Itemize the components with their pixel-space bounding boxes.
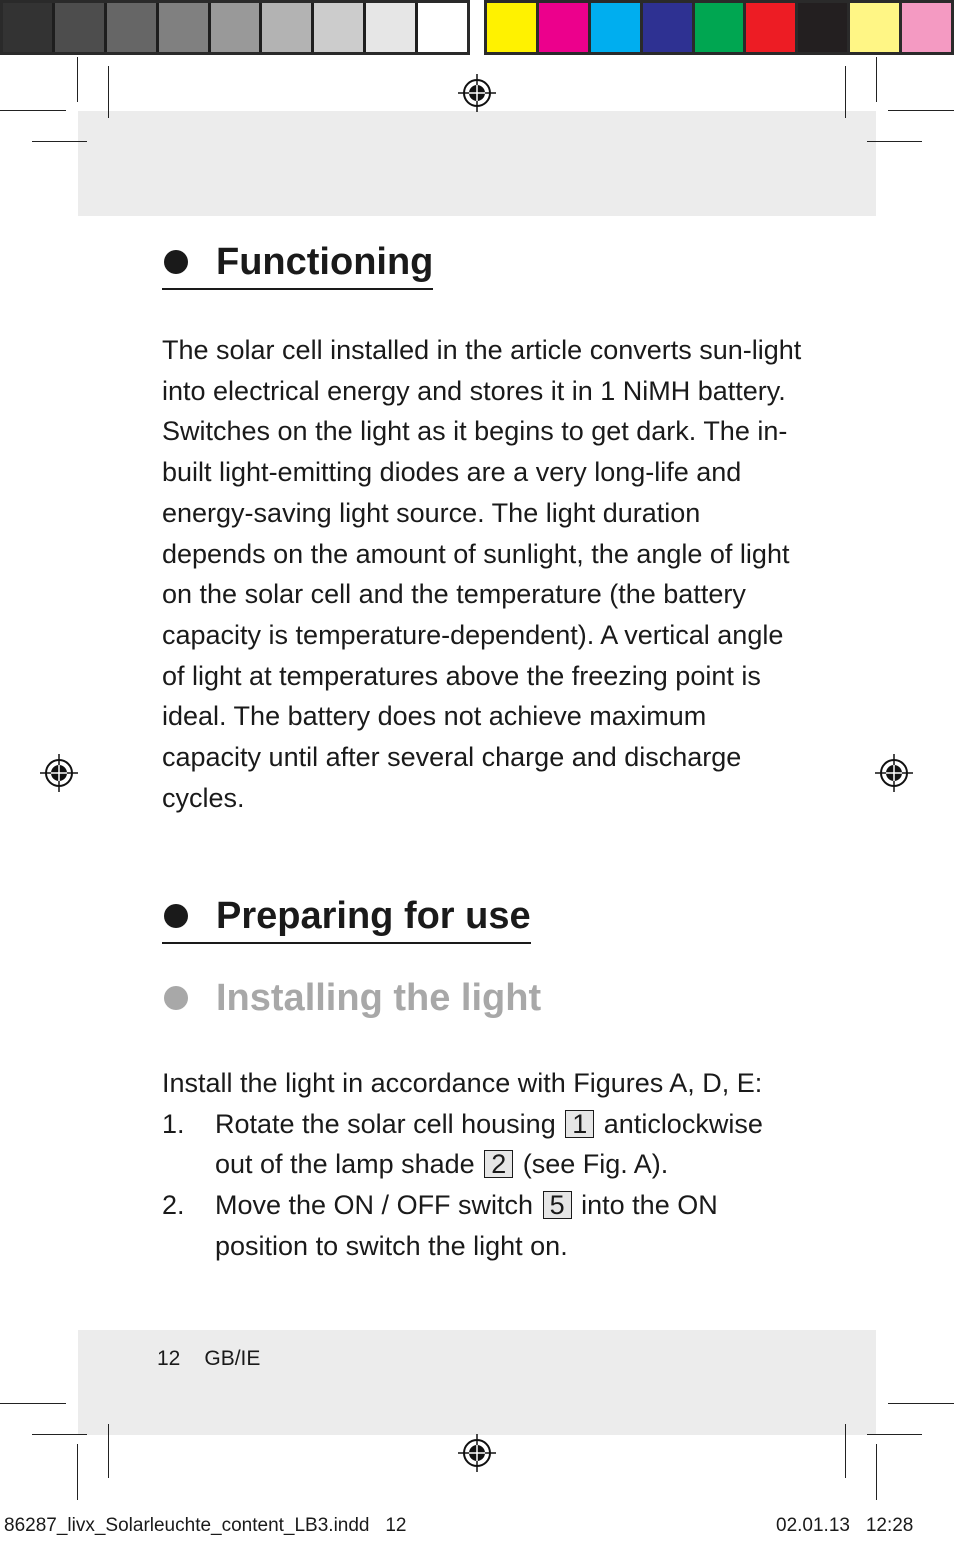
crop-mark (108, 1424, 109, 1478)
preparing-title: Preparing for use (216, 895, 531, 937)
registration-mark-icon (458, 1434, 496, 1472)
registration-mark-icon (875, 754, 913, 792)
page-number: 12 (157, 1347, 181, 1370)
crop-mark (0, 110, 66, 111)
crop-mark (32, 1434, 87, 1435)
color-swatch (591, 3, 640, 52)
list-item (162, 1104, 802, 1185)
color-swatch (3, 3, 52, 52)
step-text-part: (see Fig. A). (522, 1149, 669, 1180)
bullet-icon (164, 904, 188, 928)
list-item (162, 1185, 802, 1266)
color-swatch (643, 3, 692, 52)
footer-band (78, 1330, 876, 1435)
crop-mark (888, 1403, 954, 1404)
installing-instructions (162, 1063, 802, 1267)
header-band (78, 111, 876, 216)
crop-mark (0, 1403, 66, 1404)
registration-mark-icon (40, 754, 78, 792)
page-footer (157, 1347, 284, 1371)
bullet-icon (164, 986, 188, 1010)
functioning-heading (162, 240, 433, 290)
step-number: 1. (162, 1108, 185, 1139)
color-swatch (695, 3, 744, 52)
step-text-part: into the ON position to switch the light on. (215, 1190, 718, 1261)
step-text-part: anticlockwise out of the lamp shade (215, 1108, 763, 1180)
color-swatch (159, 3, 208, 52)
color-swatch (366, 3, 415, 52)
color-swatch (107, 3, 156, 52)
crop-mark (108, 66, 109, 118)
functioning-section (162, 240, 433, 290)
preparing-section (162, 894, 531, 944)
slug-date: 02.01.13 (776, 1515, 850, 1536)
preparing-heading (162, 894, 531, 944)
color-swatch (314, 3, 363, 52)
crop-mark (77, 1444, 78, 1500)
crop-mark (77, 57, 78, 102)
color-swatch (798, 3, 847, 52)
print-slug-filename (4, 1515, 406, 1537)
functioning-body: The solar cell installed in the article converts sun-light into electrical energy and stores it in 1 NiMH battery. Switches on the light as it begins to get dark. The in-built light-emitting diodes are a very long-life and energy-saving light source. The light duration depends on the amount of sunlight, the angle of light on the solar cell and the temperature (the battery capacity is temperature-dependent). A vertical angle of light at temperatures above the freezing point is ideal. The battery does not achieve maximum capacity until after several charge and discharge cycles. (162, 335, 802, 813)
installing-heading (162, 976, 541, 1024)
crop-mark (876, 57, 877, 102)
registration-mark-icon (458, 74, 496, 112)
locale-label: GB/IE (204, 1347, 261, 1370)
crop-mark (32, 141, 87, 142)
step-text (215, 1104, 802, 1185)
part-reference-box: 2 (484, 1150, 513, 1178)
crop-mark (888, 110, 954, 111)
color-swatch (902, 3, 951, 52)
step-text-part: Rotate the solar cell housing (215, 1108, 556, 1139)
cmyk-color-bar (484, 0, 954, 55)
crop-mark (876, 1444, 877, 1500)
crop-mark (867, 141, 922, 142)
color-swatch (746, 3, 795, 52)
color-swatch (487, 3, 536, 52)
part-reference-box: 5 (543, 1191, 572, 1219)
crop-mark (867, 1434, 922, 1435)
installing-title: Installing the light (216, 977, 542, 1019)
crop-mark (845, 1424, 846, 1478)
color-swatch (539, 3, 588, 52)
step-number: 2. (162, 1190, 185, 1221)
bullet-icon (164, 250, 188, 274)
functioning-title: Functioning (216, 241, 434, 283)
step-text (215, 1185, 802, 1266)
part-reference-box: 1 (565, 1110, 594, 1138)
color-swatch (850, 3, 899, 52)
slug-filename: 86287_livx_Solarleuchte_content_LB3.indd (4, 1515, 370, 1536)
print-slug-datetime (776, 1515, 913, 1537)
color-swatch (211, 3, 260, 52)
color-swatch (418, 3, 467, 52)
slug-page: 12 (385, 1515, 407, 1536)
slug-time: 12:28 (865, 1515, 914, 1536)
step-text-part: Move the ON / OFF switch (215, 1190, 534, 1221)
installing-intro: Install the light in accordance with Figures A, D, E: (162, 1068, 763, 1098)
grayscale-color-bar (0, 0, 470, 55)
color-swatch (55, 3, 104, 52)
installing-section (162, 976, 541, 1024)
crop-mark (845, 66, 846, 118)
color-swatch (262, 3, 311, 52)
